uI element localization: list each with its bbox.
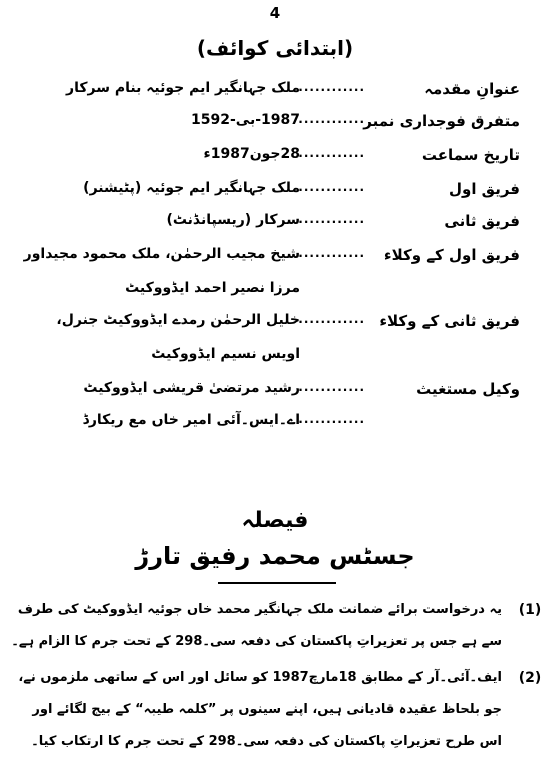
case-info-label: فریق ثانی [444,212,520,230]
judgment-title: فیصلہ [241,508,309,533]
case-info-row [0,146,550,172]
case-info-row [0,346,550,372]
case-info-row [0,180,550,206]
case-info-value: ملک جہانگیر ایم جوئیہ (پٹیشنر) [83,180,300,196]
case-info-row [0,246,550,272]
case-info-value: اویس نسیم ایڈووکیٹ [151,346,300,362]
case-info-label: فریق اول [448,180,520,198]
case-info-row [0,312,550,338]
case-info-row [0,212,550,238]
case-info-label: فریق اول کے وکلاء [383,246,520,264]
case-info-value: اے۔ایس۔آئی امیر خاں مع ریکارڈ [82,412,300,428]
paragraph-text: ایف۔آئی۔آر کے مطابق 18مارچ1987 کو سائل اور اس کے ساتھی ملزموں نے، جو بلحاظ عقیدہ قادیانی ہیں، اپنے سینوں پر ”کلمہ طیبہ“ کے بیج لگائے اور اس طرح تعزیراتِ پاکستان کی دفعہ سی۔298 کے تحت جرم کا ارتکاب کیا۔ [18,670,502,749]
case-info-value: 1987-بی-1592 [191,112,300,128]
case-info-label: تاریخ سماعت [421,146,520,164]
case-info-row [0,80,550,106]
case-info-label: فریق ثانی کے وکلاء [379,312,520,330]
case-info-value: ملک جہانگیر ایم جوئیہ بنام سرکار [66,80,300,96]
case-info-row [0,380,550,406]
judge-name-underline [218,582,336,584]
paragraph-number: (1) [518,602,542,618]
page-number: 4 [269,4,281,22]
dot-leader: ............ [298,80,365,94]
case-info-label: وکیل مستغیث [416,380,520,398]
dot-leader: ............ [298,212,365,226]
case-info-value: شیخ مجیب الرحمٰن، ملک محمود مجیداور [23,246,300,262]
case-info-value: خلیل الرحمٰن رمدے ایڈووکیٹ جنرل، [56,312,300,328]
paragraph-text: یہ درخواست برائے ضمانت ملک جہانگیر محمد خاں جوئیہ ایڈووکیٹ کی طرف سے ہے جس پر تعزیراتِ پاکستان کی دفعہ سی۔298 کے تحت جرم کا الزام ہے۔ [11,602,502,649]
judge-name: جسٹس محمد رفیق تارڑ [135,542,415,570]
case-info-value: 28جون1987ء [203,146,300,162]
dot-leader: ............ [298,146,365,160]
case-info-value: رشید مرتضیٰ قریشی ایڈووکیٹ [83,380,300,396]
case-info-value: مرزا نصیر احمد ایڈووکیٹ [125,280,300,296]
dot-leader: ............ [298,112,365,126]
case-info-row [0,280,550,306]
case-info-value: سرکار (ریسپانڈنٹ) [166,212,300,228]
case-info-label: متفرق فوجداری نمبر [363,112,520,130]
dot-leader: ............ [298,412,365,426]
case-info-row [0,412,550,438]
paragraph-number: (2) [518,670,542,686]
case-info-label: عنوانِ مقدمہ [424,80,520,98]
dot-leader: ............ [298,312,365,326]
section-title: (ابتدائی کوائف) [196,36,354,60]
dot-leader: ............ [298,380,365,394]
dot-leader: ............ [298,246,365,260]
dot-leader: ............ [298,180,365,194]
case-info-row [0,112,550,138]
